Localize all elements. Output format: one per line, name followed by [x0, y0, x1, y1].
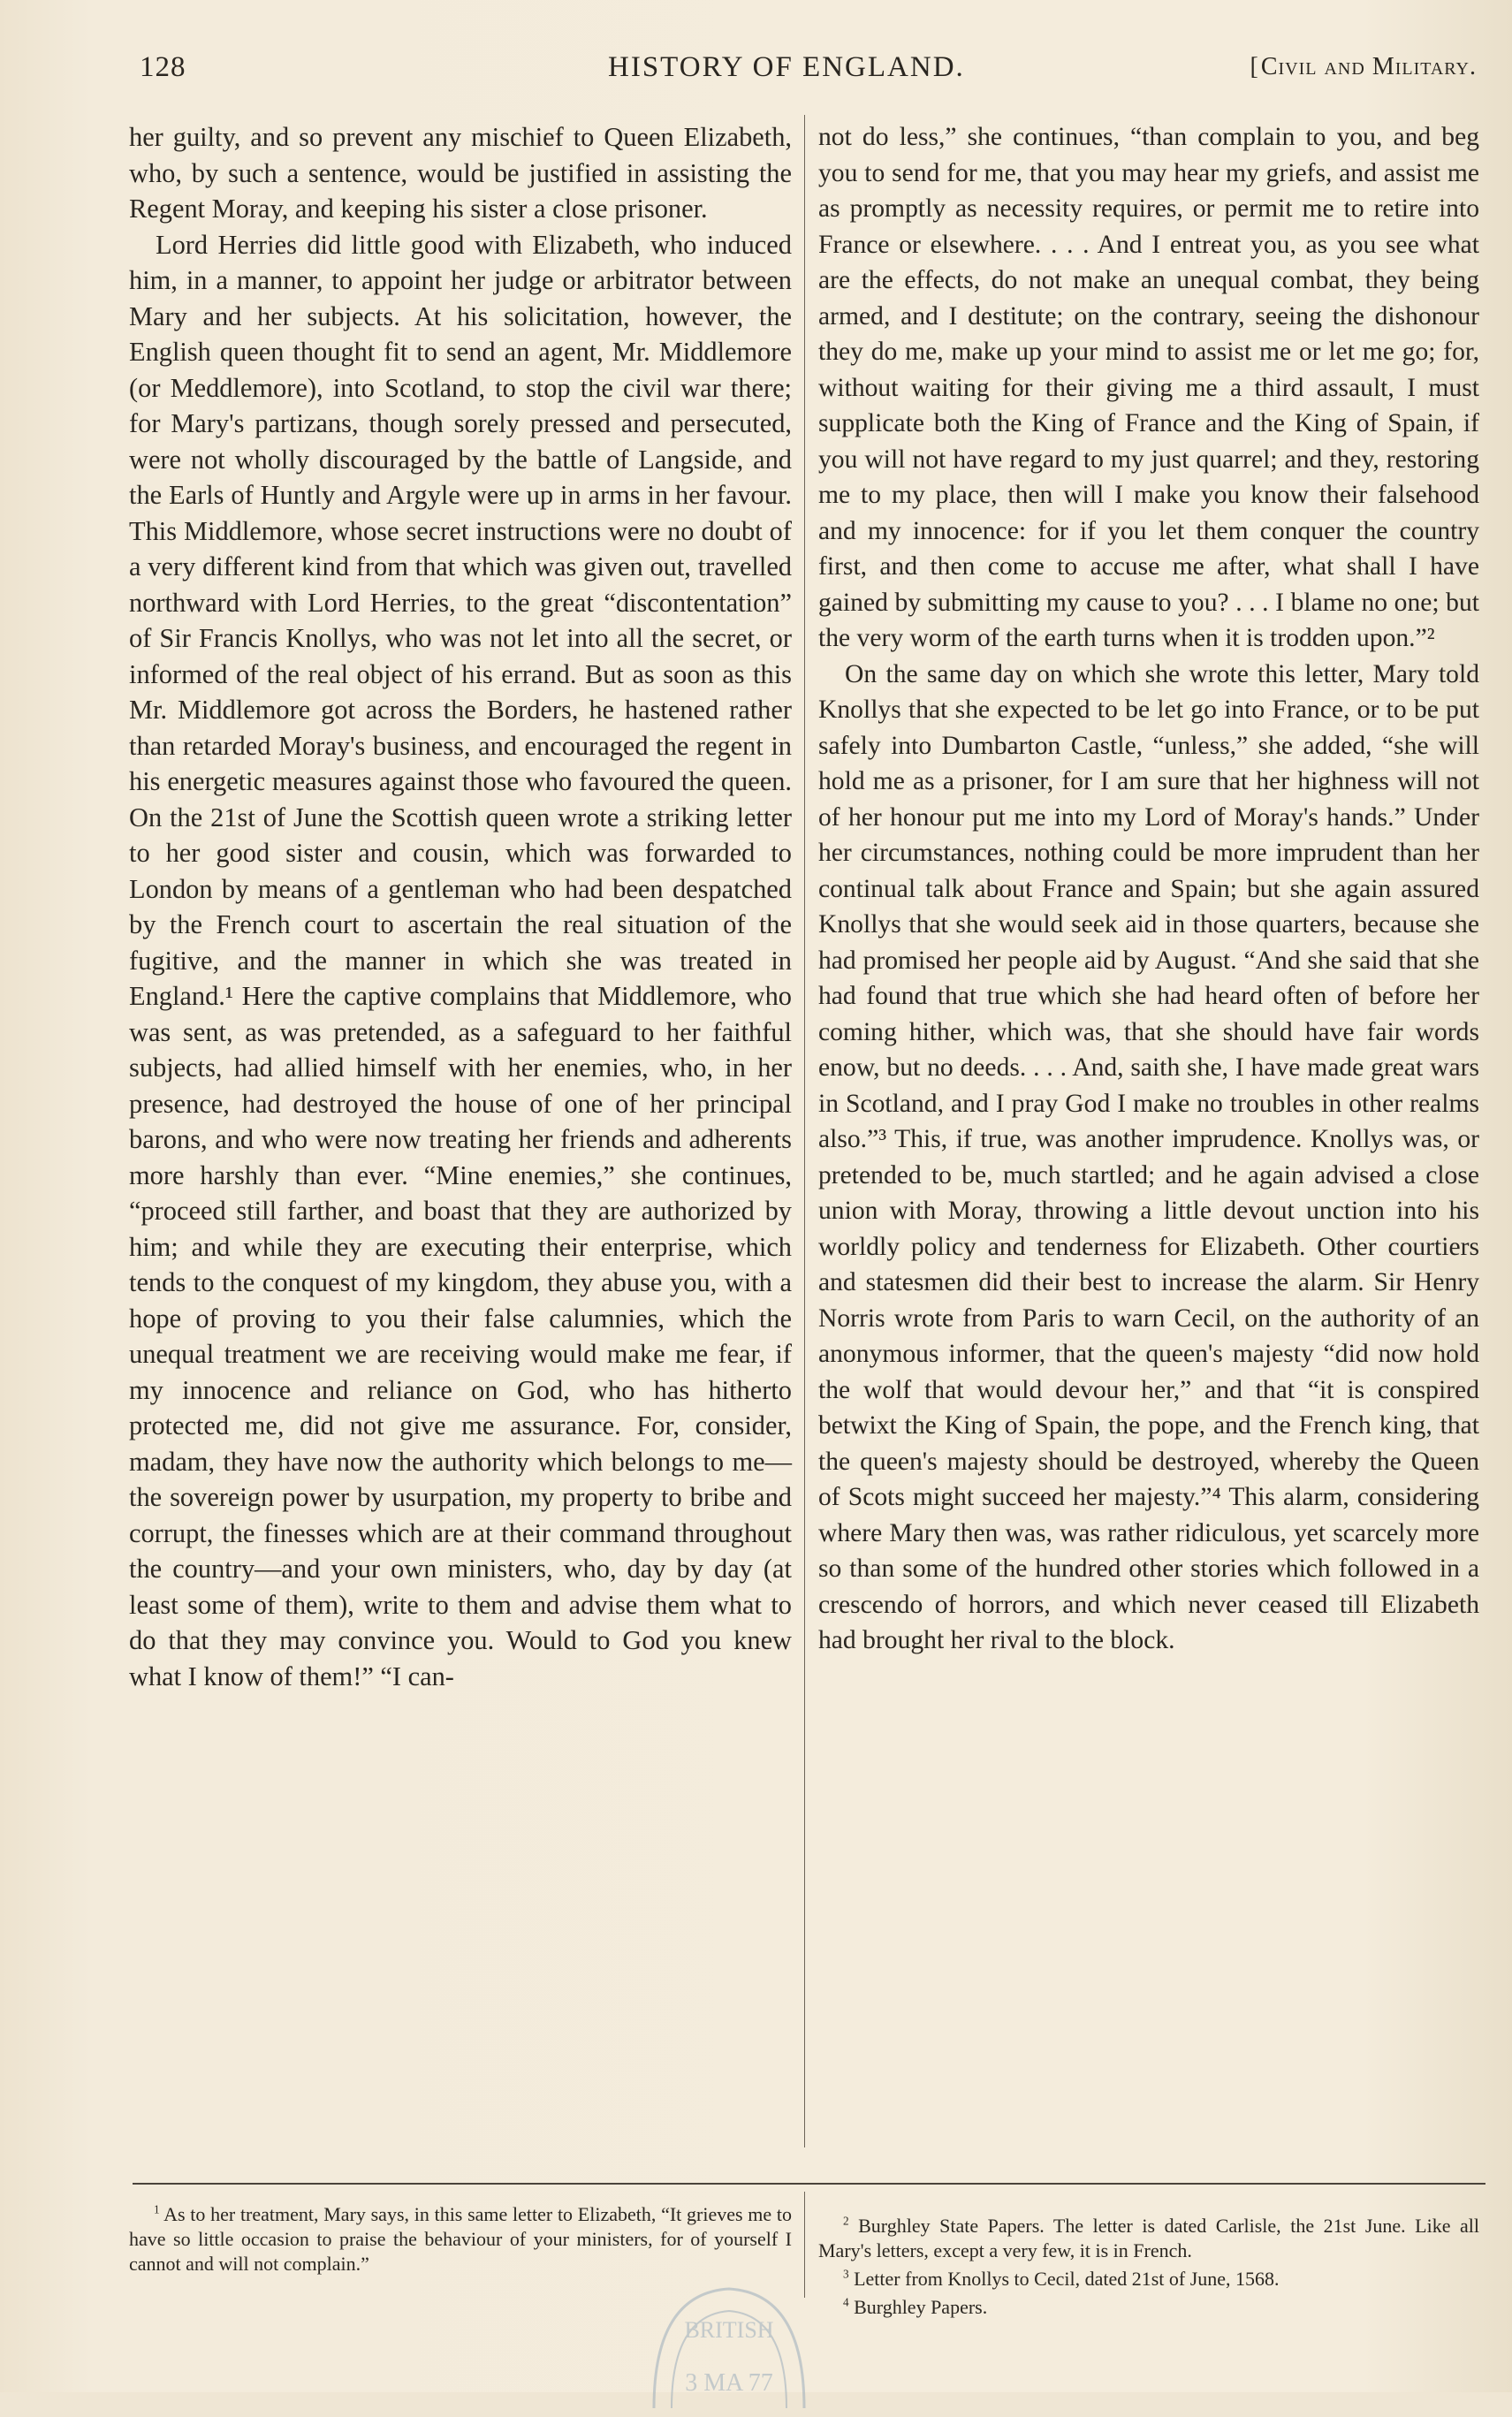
paragraph: her guilty, and so prevent any mischief to Queen Elizabeth, who, by such a sentence, would be justified in assisting the Regent Moray, and keeping his sister a close prisoner. — [129, 122, 792, 224]
footnotes-right — [818, 2214, 1479, 2323]
right-column — [818, 119, 1479, 1659]
footnote — [129, 2202, 792, 2276]
stamp-line-2: 3 MA 77 — [685, 2369, 773, 2397]
footnote-rule — [133, 2183, 1485, 2185]
footnote-text: Letter from Knollys to Cecil, dated 21st of June, 1568. — [854, 2268, 1280, 2290]
page-number: 128 — [140, 51, 186, 83]
footnotes-left — [129, 2202, 792, 2280]
footnote-mark: 1 — [154, 2202, 160, 2216]
footnote-mark: 4 — [843, 2295, 849, 2309]
footnote — [818, 2267, 1479, 2292]
footnote — [818, 2295, 1479, 2320]
column-divider — [804, 115, 805, 2147]
library-stamp — [636, 2276, 822, 2417]
section-title: [ Civil and Military. — [1250, 53, 1478, 81]
footnote-text: As to her treatment, Mary says, in this same letter to Elizabeth, “It grieves me to have so little occasion to praise the behaviour of your ministers, for of yourself I cannot and will not complain.” — [129, 2203, 792, 2275]
running-header — [133, 51, 1477, 95]
footnote-mark: 2 — [843, 2214, 849, 2228]
footnote-text: Burghley State Papers. The letter is dated Carlisle, the 21st June. Like all Mary's letters, except a very few, it is in French. — [818, 2215, 1480, 2261]
paragraph: not do less,” she continues, “than complain to you, and beg you to send for me, that you may hear my griefs, and assist me as promptly as necessity requires, or permit me to retire into France or elsewhere. . . . And I entreat you, as you see what are the effects, do not make an unequal combat, they being armed, and I destitute; on the contrary, seeing the dishonour they do me, make up your mind to assist me or let me go; for, without waiting for their giving me a third assault, I must supplicate both the King of France and the King of Spain, if you will not have regard to my just quarrel; and they, restoring me to my place, then will I make you know their falsehood and my innocence: for if you let them conquer the country first, and then come to accuse me after, what shall I have gained by submitting my cause to you? . . . I blame no one; but the very worm of the earth turns when it is trodden upon.”² — [818, 123, 1479, 652]
paragraph: On the same day on which she wrote this letter, Mary told Knollys that she expected to be let go into France, or to be put safely into Dumbarton Castle, “unless,” she added, “she will hold me as a prisoner, for I am sure that her highness will not of her honour put me into my Lord of Moray's hands.” Under her circumstances, nothing could be more imprudent than her continual talk about France and Spain; but she again assured Knollys that she would seek aid in those quarters, because she had promised her people aid by August. “And she said that she had found that true which she had heard often of before her coming hither, which was, that she should have fair words enow, but no deeds. . . . And, saith she, I have made great wars in Scotland, and I pray God I make no troubles in other realms also.”³ This, if true, was another imprudence. Knollys was, or pretended to be, much startled; and he again advised a close union with Moray, throwing a little devout unction into his worldly policy and tenderness for Elizabeth. Other courtiers and statesmen did their best to increase the alarm. Sir Henry Norris wrote from Paris to warn Cecil, on the authority of an anonymous informer, that the queen's majesty “did now hold the wolf that would devour her,” and that “it is conspired betwixt the King of Spain, the pope, and the French king, that the queen's majesty should be destroyed, whereby the Queen of Scots might succeed her majesty.”⁴ This alarm, considering where Mary then was, was rather ridiculous, yet scarcely more so than some of the hundred other stories which followed in a crescendo of horrors, and which never ceased till Elizabeth had brought her rival to the block. — [818, 659, 1479, 1654]
footnote-text: Burghley Papers. — [854, 2296, 988, 2318]
running-title: HISTORY OF ENGLAND. — [608, 51, 965, 83]
left-column — [129, 119, 792, 1694]
stamp-line-1: BRITISH — [684, 2317, 774, 2343]
footnote — [818, 2214, 1479, 2263]
paragraph: Lord Herries did little good with Elizabeth, who induced him, in a manner, to appoint her judge or arbitrator between Mary and her subjects. At his solicitation, however, the English queen thought fit to send an agent, Mr. Middlemore (or Meddlemore), into Scotland, to stop the civil war there; for Mary's partizans, though sorely pressed and persecuted, were not wholly discouraged by the battle of Langside, and the Earls of Huntly and Argyle were up in arms in her favour. This Middlemore, whose secret instructions were no doubt of a very different kind from that which was given out, travelled northward with Lord Herries, to the great “discontentation” of Sir Francis Knollys, who was not let into all the secret, or informed of the real object of his errand. But as soon as this Mr. Middlemore got across the Borders, he hastened rather than retarded Moray's business, and encouraged the regent in his energetic measures against those who favoured the queen. On the 21st of June the Scottish queen wrote a striking letter to her good sister and cousin, which was forwarded to London by means of a gentleman who had been despatched by the French court to ascertain the real situation of the fugitive, and the manner in which she was treated in England.¹ Here the captive complains that Middlemore, who was sent, as was pretended, as a safeguard to her faithful subjects, had allied himself with her enemies, who, in her presence, had destroyed the house of one of her principal barons, and who were now treating her friends and adherents more harshly than ever. “Mine enemies,” she continues, “proceed still farther, and boast that they are authorized by him; and while they are executing their enterprise, which tends to the conquest of my kingdom, they abuse you, with a hope of proving to you their false calumnies, which the unequal treatment we are receiving would make me fear, if my innocence and reliance on God, who has hitherto protected me, did not give me assurance. For, consider, madam, they have now the authority which belongs to me—the sovereign power by usurpation, my property to bribe and corrupt, the finesses which are at their command throughout the country—and your own ministers, who, day by day (at least some of them), write to them and advise them what to do that they may convince you. Would to God you knew what I know of them!” “I can- — [129, 229, 792, 1691]
footnote-mark: 3 — [843, 2267, 849, 2281]
